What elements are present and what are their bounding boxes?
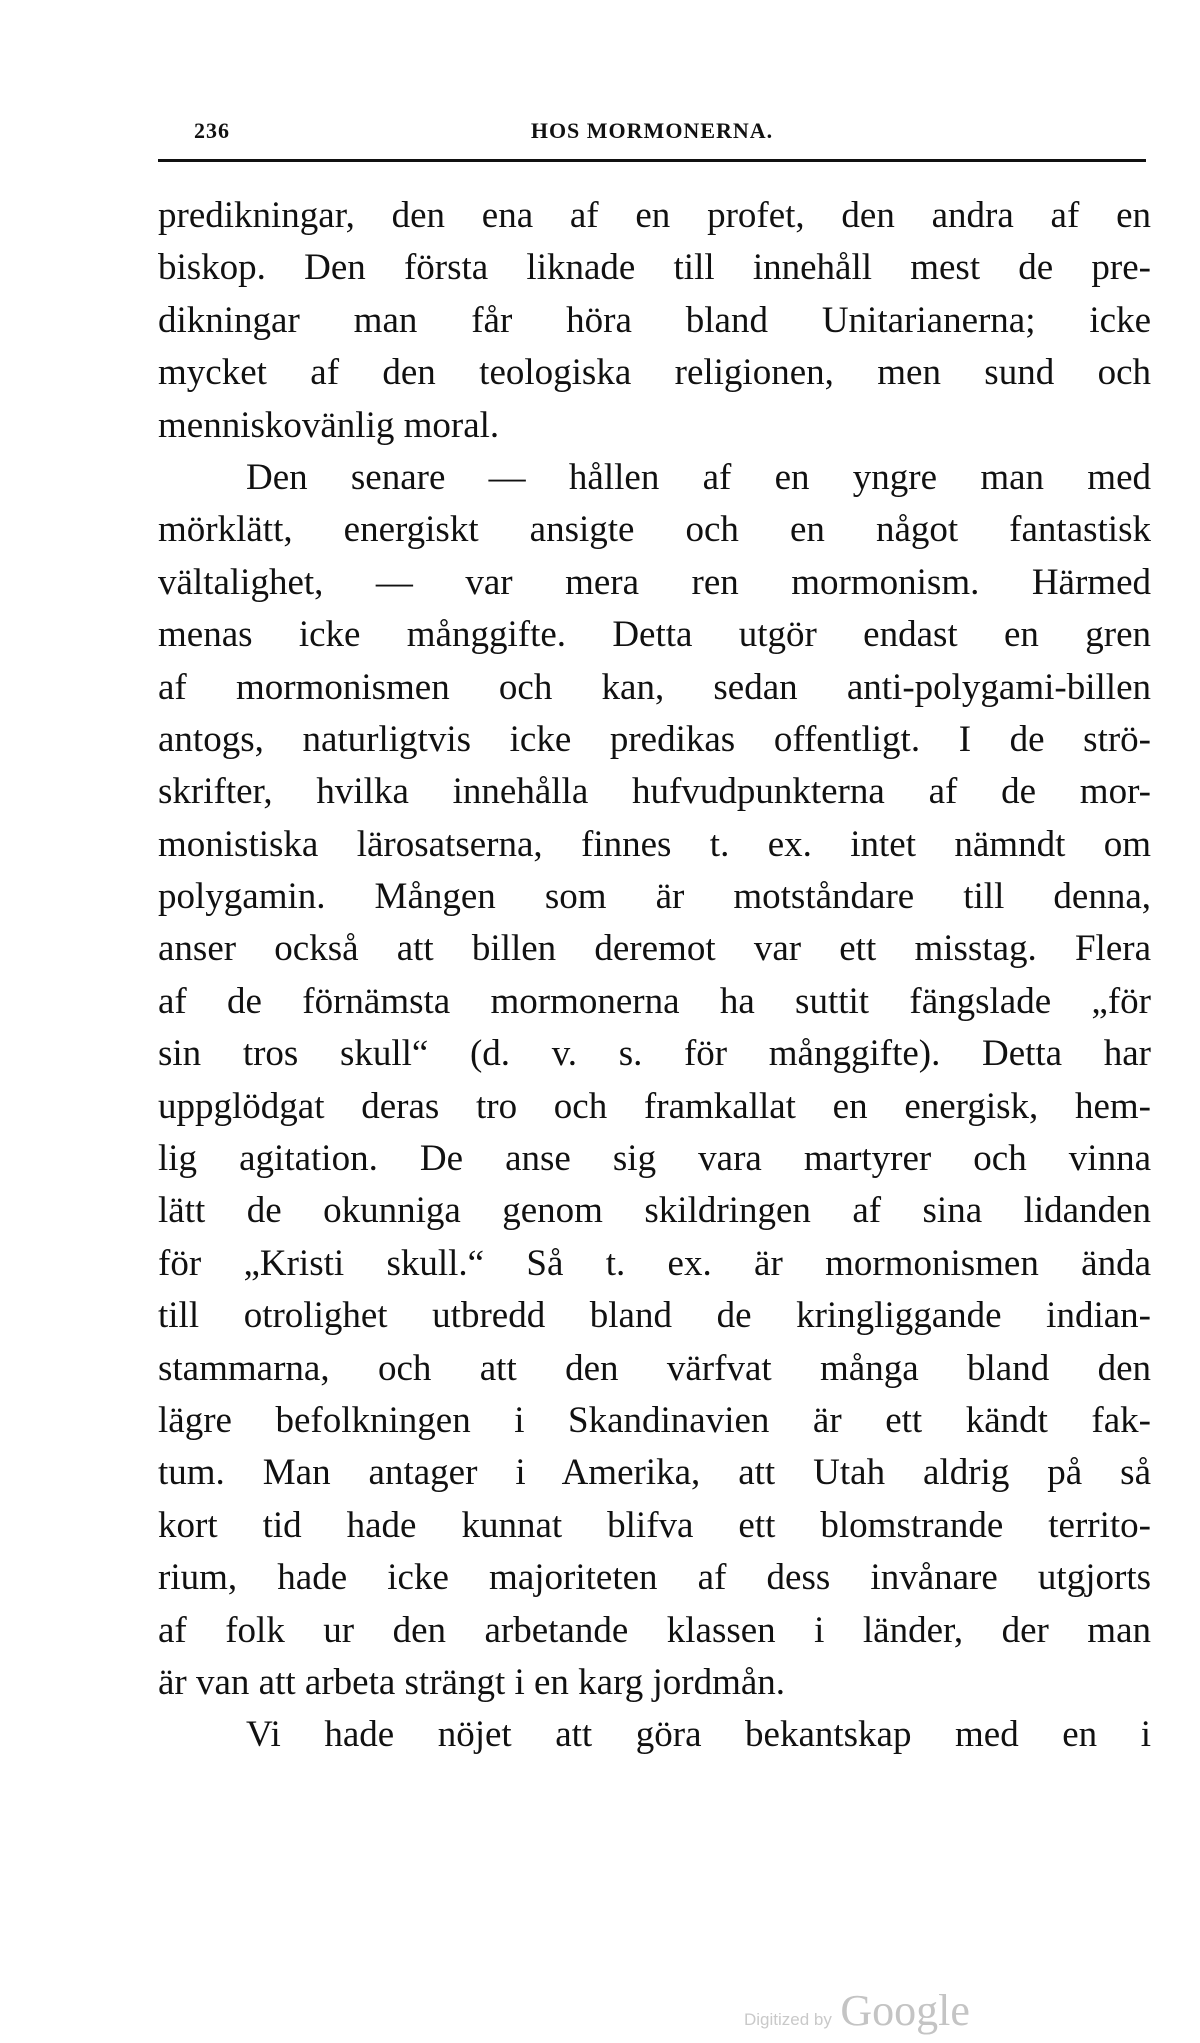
text-line: antogs, naturligtvis icke predikas offentligt. I de strö- — [158, 718, 1151, 760]
text-line: uppglödgat deras tro och framkallat en energisk, hem- — [158, 1085, 1151, 1127]
page-header — [158, 118, 1146, 158]
text-line: lig agitation. De anse sig vara martyrer och vinna — [158, 1138, 1151, 1180]
watermark-prefix: Digitized by — [744, 2010, 832, 2029]
text-line: af de förnämsta mormonerna ha suttit fängslade „för — [158, 980, 1151, 1022]
text-line: vältalighet, — var mera ren mormonism. Härmed — [158, 561, 1151, 603]
text-line: rium, hade icke majoriteten af dess invånare utgjorts — [158, 1557, 1151, 1599]
text-line: till otrolighet utbredd bland de kringliggande indian- — [158, 1295, 1151, 1337]
text-line: biskop. Den första liknade till innehåll mest de pre- — [158, 247, 1151, 289]
text-line: lätt de okunniga genom skildringen af sina lidanden — [158, 1190, 1151, 1232]
text-line: kort tid hade kunnat blifva ett blomstrande territo- — [158, 1504, 1151, 1546]
google-logo: Google — [840, 1986, 970, 2035]
text-line: sin tros skull“ (d. v. s. för månggifte). Detta har — [158, 1033, 1151, 1075]
text-line: mycket af den teologiska religionen, men sund och — [158, 352, 1151, 394]
running-head: HOS MORMONERNA. — [530, 118, 774, 143]
body-text — [158, 190, 1151, 1762]
text-line: stammarna, och att den värfvat många bland den — [158, 1347, 1151, 1389]
text-line: tum. Man antager i Amerika, att Utah aldrig på så — [158, 1452, 1151, 1494]
text-line: mörklätt, energiskt ansigte och en något fantastisk — [158, 509, 1151, 551]
text-line: af mormonismen och kan, sedan anti-polygami-billen — [158, 666, 1151, 708]
text-line: skrifter, hvilka innehålla hufvudpunkterna af de mor- — [158, 771, 1151, 813]
text-line: Vi hade nöjet att göra bekantskap med en i — [246, 1714, 1151, 1756]
digitized-by-google-watermark — [744, 1985, 970, 2035]
text-line: menas icke månggifte. Detta utgör endast en gren — [158, 614, 1151, 656]
text-line: polygamin. Mången som är motståndare till denna, — [158, 876, 1151, 918]
text-line: menniskovänlig moral. — [158, 404, 500, 446]
text-line: för „Kristi skull.“ Så t. ex. är mormonismen ända — [158, 1242, 1151, 1284]
header-rule — [158, 159, 1146, 162]
text-line: dikningar man får höra bland Unitarianerna; icke — [158, 299, 1151, 341]
text-line: monistiska lärosatserna, finnes t. ex. intet nämndt om — [158, 823, 1151, 865]
text-line: af folk ur den arbetande klassen i länder, der man — [158, 1609, 1151, 1651]
text-line: lägre befolkningen i Skandinavien är ett kändt fak- — [158, 1399, 1151, 1441]
page-number: 236 — [194, 118, 230, 143]
text-line: är van att arbeta strängt i en karg jordmån. — [158, 1661, 786, 1703]
text-line: Den senare — hållen af en yngre man med — [246, 456, 1151, 498]
text-line: anser också att billen deremot var ett misstag. Flera — [158, 928, 1151, 970]
text-line: predikningar, den ena af en profet, den andra af en — [158, 195, 1151, 236]
